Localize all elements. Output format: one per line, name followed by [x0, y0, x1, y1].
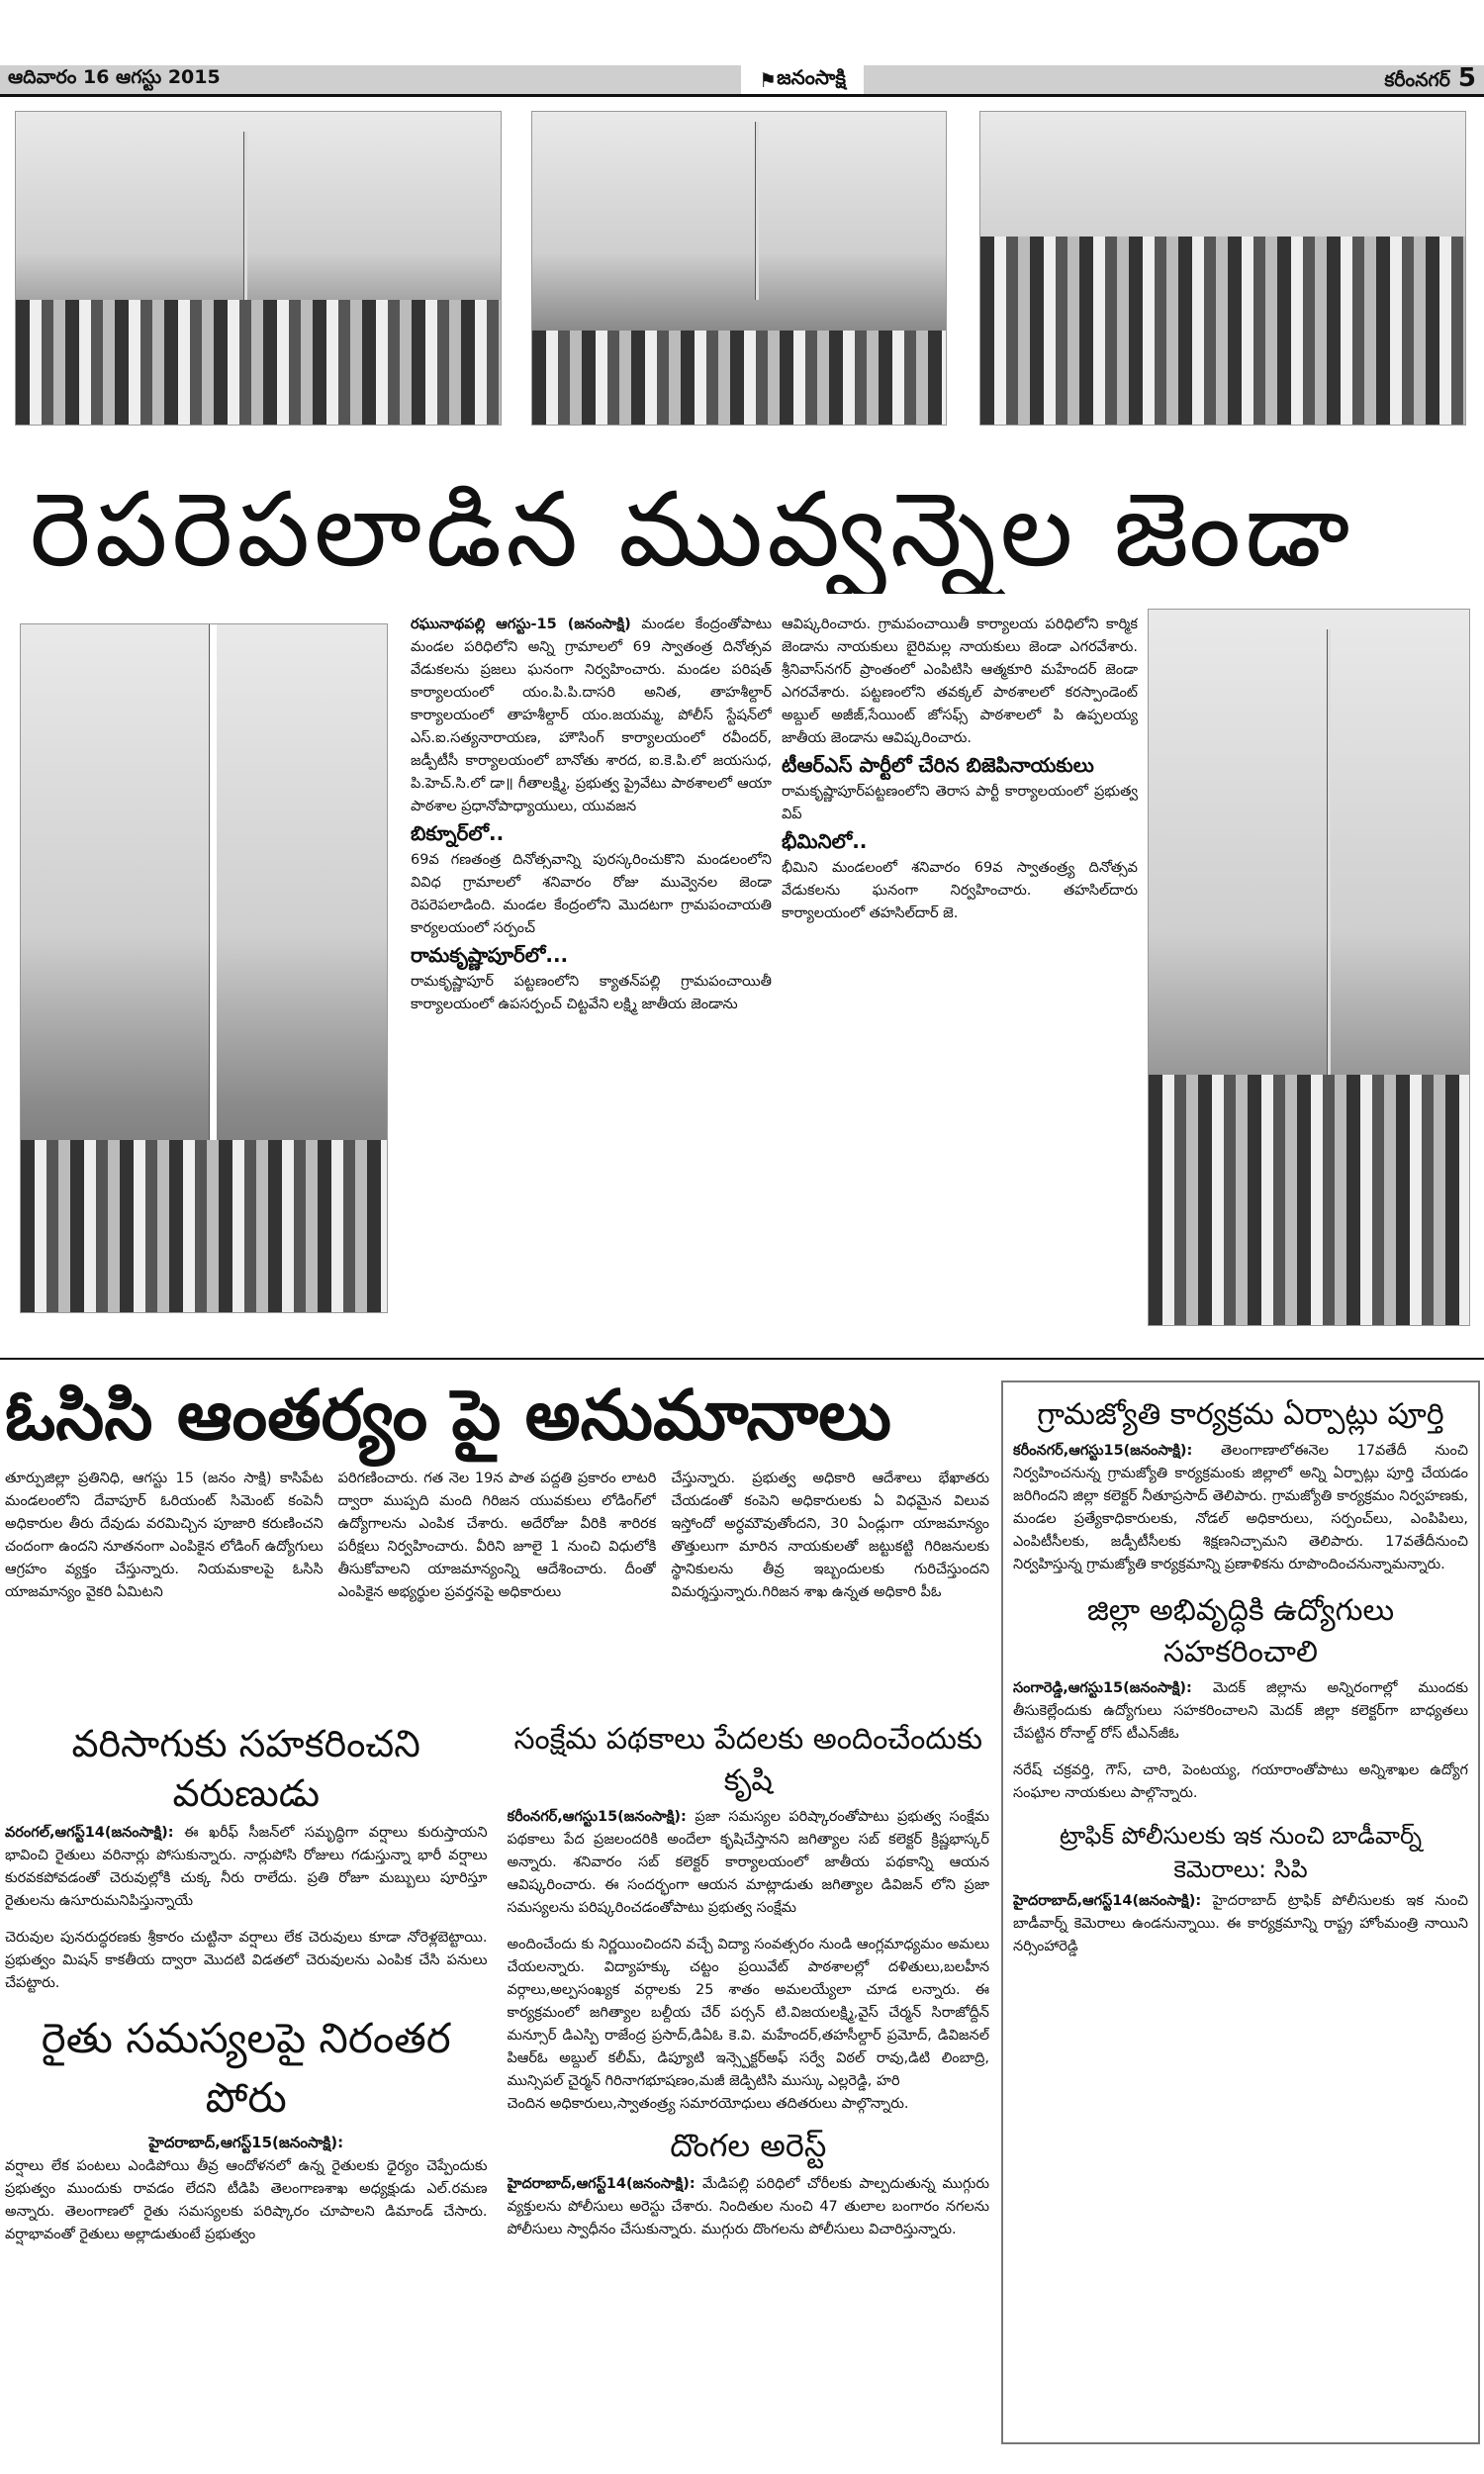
dateline: వరంగల్,ఆగస్ట్14(జనంసాక్షి): — [5, 1825, 174, 1841]
farmer-story — [5, 2009, 488, 2246]
district-headline: జిల్లా అభివృద్ధికి ఉద్యోగులు సహకరించాలి — [1086, 1593, 1395, 1669]
farmer-headline: రైతు సమస్యలపై నిరంతర పోరు — [41, 2014, 451, 2122]
body-text: ఆవిష్కరించారు. గ్రామపంచాయితీ కార్యాలయ పరిధిలోని కార్మిక జెండాను నాయకులు బైరిమల్ల నాయకులు జెండా ఎగరవేశారు. శ్రీనివాస్‌నగర్ ప్రాంతంలో ఎంపిటిసి ఆత్మకూరి మహేందర్ జెండా ఎగరవేశారు. పట్టణంలోని తవక్కల్ పాఠశాలలో కరస్పాండెంట్ అబ్దుల్ అజీజ్,సేయింట్ జోసఫ్స్ పాఠశాలలో పి ఉప్పలయ్య జాతీయ జెండాను ఆవిష్కరించారు. — [782, 617, 1138, 746]
page-number: 5 — [1457, 63, 1476, 93]
body-text: హైదరాబాద్ ట్రాఫిక్ పోలీసులకు ఇక నుంచి బాడీవార్న్ కెమెరాలు ఉండనున్నాయి. ఈ కార్యక్రమాన్ని రాష్ట్ర హోంమంత్రి నాయిని నర్సింహారెడ్డి — [1013, 1893, 1468, 1954]
dateline: కరీంనగర్,ఆగస్టు15(జనంసాక్షి): — [507, 1809, 687, 1825]
photo-gandhi-portrait — [1148, 609, 1470, 1326]
photo-flag-hoisting-3 — [979, 111, 1466, 426]
photo-flag-hoisting-2 — [531, 111, 947, 426]
left-stories — [0, 1713, 493, 2246]
body-text: చేస్తున్నారు. ప్రభుత్వ అధికారి ఆదేశాలు భేఖాతరు చేయడంతో కంపెని అధికారులకు ఏ విధమైన విలువ ఇస్తోందో అర్ధమౌవుతోందని, 30 ఏండ్లుగా యాజమాన్యం తొత్తులుగా మారిన నాయకులతో జట్టుకట్టి గిరిజనులకు స్థానికులను తీవ్ర ఇబ్బందులకు గురిచేస్తుందని విమర్శస్తున్నారు.గిరిజన శాఖ ఉన్నత అధికారి పీఓ — [671, 1471, 990, 1600]
dateline: హైదరాబాద్,ఆగస్ట్15(జనంసాక్షి): — [148, 2134, 344, 2151]
gram-headline: గ్రామజ్యోతి కార్యక్రమ ఏర్పాట్లు పూర్తి — [1037, 1397, 1444, 1432]
dateline: రఘునాథపల్లి ఆగస్టు-15 (జనంసాక్షి) — [411, 617, 631, 632]
occ-column-3 — [671, 1468, 989, 1604]
thieves-story — [508, 2122, 990, 2241]
welfare-story — [508, 1719, 990, 2116]
body-text: కాసిపేట మండలంలోని దేవాపూర్ ఓరియంట్ సిమెంట్ కంపెనీ అధికారుల తీరు దేవుడు వరమిచ్చిన పూజారి కరుణించని చందంగా ఉందని నూతనంగా ఎంపికైన లోడింగ్ ఉద్యోగులు ఆగ్రహం వ్యక్తం చేస్తున్నారు. నియమకాలపై ఓసిసి యాజమాన్యం వైకరి ఏమిటని — [5, 1471, 324, 1600]
subhead: భీమినిలో.. — [782, 829, 868, 853]
subhead: బిక్నూర్‌లో.. — [411, 821, 505, 845]
body-text: మండల కేంద్రంతోపాటు మండల పరిధిలోని అన్ని గ్రామాలలో 69 స్వాతంత్ర దినోత్సవ వేడుకలను ప్రజలు ఘనంగా నిర్వహించారు. మండల పరిషత్ కార్యాలయంలో యం.పి.పి.దాసరి అనిత, తాహశీల్దార్ కార్యాలయంలో తాహశీల్దార్ యం.జయమ్మ, పోలీస్ స్టేషన్‌లో ఎస్.ఐ.సత్యనారాయణ, హౌసింగ్ కార్యాలయంలో రవీందర్, జడ్పీటీసీ కార్యాలయంలో బానోతు శారద, ఐ.కె.పి.లో జయసుధ, పి.హెచ్.సి.లో డా॥ గీతాలక్ష్మి, ప్రభుత్వ ప్రైవేటు పాఠశాలలో ఆయా పాఠశాల ప్రధానోపాధ్యాయులు, యువజన — [411, 617, 772, 814]
dateline: హైదరాబాద్,ఆగస్ట్14(జనంసాక్షి): — [507, 2176, 696, 2192]
lead-headline: రెపరెపలాడిన మువ్వన్నెల జెండా — [30, 469, 1354, 590]
rice-story — [5, 1719, 488, 1995]
dateline: కరీంనగర్,ఆగస్టు15(జనంసాక్షి): — [1013, 1443, 1193, 1459]
welfare-headline: సంక్షేమ పథకాలు పేదలకు అందించేందుకు కృషి — [513, 1722, 982, 1798]
occ-column-2 — [338, 1468, 657, 1604]
body-text: నరేష్ చక్రవర్తి, గౌస్, చారి, పెంటయ్య, గయారాంతోపాటు అన్నిశాఖల ఉద్యోగ సంఘాల నాయకులు పాల్గొన్నారు. — [1013, 1762, 1468, 1801]
middle-stories — [503, 1713, 995, 2246]
edition-name: కరీంనగర్ — [1384, 69, 1450, 91]
page-header — [0, 65, 1484, 97]
lead-column-1 — [411, 614, 772, 1326]
flag-icon: ⚑ — [759, 67, 778, 92]
lead-column-2 — [782, 614, 1138, 1326]
body-text: అందించేందు కు నిర్ణయించిందని వచ్చే విద్యా సంవత్సరం నుండి ఆంగ్లమాధ్యమం అమలు చేయలన్నారు. విద్యాహక్కు చట్టం ప్రయివేట్ పాఠశాలల్లో దళితులు,బలహీన వర్గాలు,అల్పసంఖ్యక వర్గాలకు 25 శాతం అమలయ్యేలా చూడ లన్నారు. ఈ కార్యక్రమంలో జగిత్యాల బల్దీయ చేర్ పర్సన్ టి.విజయలక్ష్మి,వైస్ చేర్మన్ సిరాజోద్దీన్ మన్సూర్ డిఎస్పి రాజేంద్ర ప్రసాద్,డిఏఓ కె.వి. మహేందర్,తహసీల్దార్ ప్రమోద్, డివిజనల్ పిఆర్ఓ అబ్దుల్ కలీమ్, డిప్యూటి ఇన్స్పెక్టర్‌అఫ్ సర్వే విఠల్ రావు,డిటి లింబాద్రి, మున్సిపల్ చైర్మన్ గిరినాగభూషణం,మజీ జెడ్పిటిసి ముస్కు ఎల్లరెడ్డి, హరి — [507, 1937, 989, 2089]
subhead: రామకృష్ణాపూర్‌లో... — [411, 943, 569, 967]
body-text: రామకృష్ణాపూర్‌పట్టణంలోని తెరాస పార్టీ కార్యాలయంలో ప్రభుత్వ విప్ — [782, 784, 1138, 822]
edition-label — [1384, 63, 1476, 96]
issue-date: ఆదివారం 16 ఆగస్టు 2015 — [8, 66, 221, 88]
occ-headline: ఓసిసి ఆంతర్యం పై అనుమానాలు — [5, 1375, 891, 1456]
occ-column-1 — [5, 1468, 324, 1604]
body-text: భీమిని మండలంలో శనివారం 69వ స్వాతంత్ర్య దినోత్సవ వేడుకలను ఘనంగా నిర్వహించారు. తహసిల్‌దారు కార్యాలయంలో తహసిల్‌దార్ జె. — [782, 860, 1138, 921]
divider — [0, 1358, 1484, 1360]
body-text: మెదక్ జిల్లాను అన్నిరంగాల్లో ముందకు తీసుకెల్లేందుకు ఉద్యోగులు సహకరించాలని మెదక్ జిల్లా కలెక్టర్‌గా బాధ్యతలు చేపట్టిన రోనాల్డ్ రోస్ టీఎన్‌జీఓ — [1013, 1680, 1468, 1742]
masthead-logo — [741, 65, 864, 94]
dateline: సంగారెడ్డి,ఆగస్టు15(జనంసాక్షి): — [1013, 1680, 1192, 1696]
photo-flag-pole — [20, 623, 388, 1313]
sidebar-box — [1001, 1380, 1480, 2444]
occ-story — [0, 1371, 994, 1604]
dateline: హైదరాబాద్,ఆగస్ట్14(జనంసాక్షి): — [1013, 1893, 1202, 1909]
body-text: 69వ గణతంత్ర దినోత్సవాన్ని పురస్కరించుకొని మండలంలోని వివిధ గ్రామాలలో శనివారం రోజు మువ్వెనల జెండా రెపరెపలాడింది. మండల కేంద్రంలోని మొదటగా గ్రామపంచాయతి కార్యలయంలో సర్పంచ్ — [411, 852, 772, 936]
dateline: తూర్పుజిల్లా ప్రతినిధి, ఆగస్టు 15 (జనం సాక్షి) — [5, 1471, 272, 1486]
body-text: మేడిపల్లి పరిధిలో చోరీలకు పాల్పదుతున్న ముగ్గురు వ్యక్తులను పోలీసులు అరెస్టు చేశారు. నిందితుల నుంచి 47 తులాల బంగారం నగలను పోలీసులు స్వాధీనం చేసుకున్నారు. ముగ్గురు దొంగలను పోలీసులు విచారిస్తున్నారు. — [507, 2176, 989, 2237]
body-text: పరిగణించారు. గత నెల 19న పాత పద్దతి ప్రకారం లాటరి ద్వారా ముప్పది మంది గిరిజన యువకులు లోడింగ్‌లో ఉద్యోగాలను ఎంపిక చేశారు. అదేరోజు వీరికి శారిరక పరీక్షలు నిర్వహించారు. వీరిని జూలై 1 నుంచి విధులోకి తీసుకోవాలని యాజమాన్యంన్ని ఆదేశించారు. దీంతో ఎంపికైన అభ్యర్థుల ప్రవర్తనపై అధికారులు — [337, 1471, 657, 1600]
lead-paragraph — [411, 614, 772, 818]
body-text: తెలంగాణాలోఈనెల 17వతేదీ నుంచి నిర్వహించనున్న గ్రామజ్యోతి కార్యక్రమంకు జిల్లాలో అన్ని ఏర్పాట్లు పూర్తి చేయడం జరిగిందని జిల్లా కలెక్టర్ నీతూప్రసాద్ తెలిపారు. గ్రామజ్యోతి కార్యక్రమం నిర్వహణకు, మండల ప్రత్యేకాధికారులకు, నోడల్ అధికారులు, సర్పంచ్‌లు, ఎంపిపిలు, ఎంపిటీసీలకు, జడ్పీటీసీలకు శిక్షణనిచ్చామని తెలిపారు. 17వతేదీనుంచి నిర్వహిస్తున్న గ్రామజ్యోతి కార్యక్రమాన్ని ప్రణాళికను రూపొందించనున్నామన్నారు. — [1013, 1443, 1468, 1572]
lower-left-section — [0, 1371, 994, 2246]
body-text: ప్రజా సమస్యల పరిష్కారంతోపాటు ప్రభుత్వ సంక్షేమ పథకాలు పేద ప్రజలందరికి అందేలా కృషిచేస్తానని జగిత్యాల సబ్ కలెక్టర్ క్రిష్ణభాస్కర్ అన్నారు. శనివారం సబ్ కలెక్టర్ కార్యాలయంలో జాతీయ పథకాన్ని ఆయన ఆవిష్కరించారు. ఈ సందర్భంగా ఆయన మాట్లాడుతు జగిత్యాల డివిజన్ లోని ప్రజా సమస్యలను పరిష్కరించడంతోపాటు ప్రభుత్వ సంక్షేమ — [507, 1809, 989, 1916]
rice-headline: వరిసాగుకు సహకరించని వరుణుడు — [71, 1722, 420, 1815]
photo-flag-hoisting-1 — [15, 111, 502, 426]
subhead: టీఆర్ఎస్ పార్టీలో చేరిన బిజెపినాయకులు — [782, 753, 1094, 777]
masthead-name: జనంసాక్షి — [777, 65, 846, 89]
body-text: ఈ ఖరీఫ్ సీజన్‌లో సమృద్ధిగా వర్షాలు కురుస్తాయని భావించి రైతులు వరినార్లు పోసుకున్నారు. నార్లుపోసి రోజులు గడుస్తున్నా భారీ వర్షాలు కురవకపోవడంతో చెరువుల్లోకి చుక్క నీరు రాలేదు. ప్రతి రోజూ మబ్బులు పూరిస్తూ రైతులను ఉసూరుమనిపిస్తున్నాయే — [5, 1825, 488, 1909]
body-text: రామకృష్ణాపూర్ పట్టణంలోని క్యాతన్‌పల్లి గ్రామపంచాయితీ కార్యాలయంలో ఉపసర్పంచ్ చిట్టవేని లక్ష్మి జాతీయ జెండాను — [411, 974, 772, 1012]
body-text: చెందిన అధికారులు,స్వాతంత్ర్య సమారయోధులు తదితరులు పాల్గొన్నారు. — [507, 2096, 909, 2112]
body-text: వర్షాలు లేక పంటలు ఎండిపోయి తీవ్ర ఆందోళనలో ఉన్న రైతులకు ధైర్యం చెప్పేందుకు ప్రభుత్వం ముందుకు రావడం లేదని టీడిపి తెలంగాణశాఖ అధ్యక్షుడు ఎల్.రమణ అన్నారు. తెలంగాణలో రైతు సమస్యలకు పరిష్కారం చూపాలని డిమాండ్ చేసారు. వర్షాభావంతో రైతులు అల్లాడుతుంటే ప్రభుత్వం — [5, 2158, 488, 2242]
traffic-headline: ట్రాఫిక్ పోలీసులకు ఇక నుంచి బాడీవార్న్ కెమెరాలు: సిపి — [1059, 1822, 1423, 1883]
thieves-headline: దొంగల అరెస్ట్ — [670, 2127, 827, 2164]
body-text: చెరువుల పునరుద్ధరణకు శ్రీకారం చుట్టినా వర్షాలు లేక చెరువులు కూడా నోరెళ్లబెట్టాయి. ప్రభుత్వం మిషన్ కాకతీయ ద్వారా మొదటి విడతలో చెరువులను ఎంపిక చేసి పనులు చేపట్టారు. — [5, 1930, 488, 1991]
